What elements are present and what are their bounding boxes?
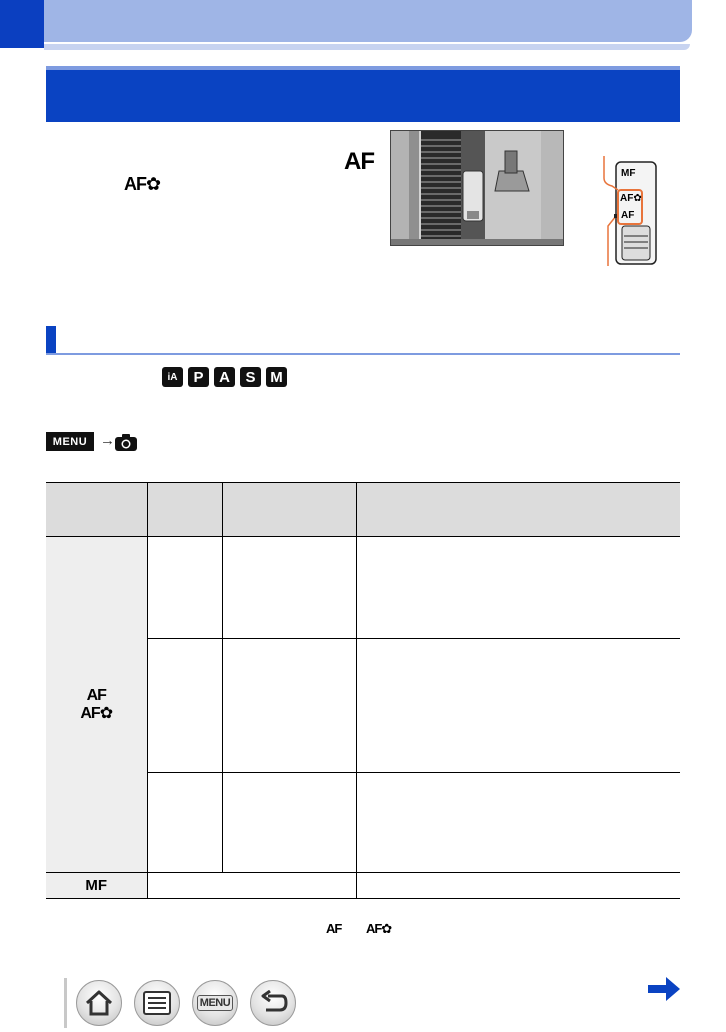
menu-button-label: MENU	[197, 995, 233, 1011]
table-cell	[147, 537, 222, 639]
af-macro-glyph: AF✿	[124, 174, 161, 194]
table-cell	[147, 873, 356, 899]
af-glyph: AF	[86, 686, 106, 704]
list-icon	[142, 990, 172, 1016]
table-cell	[222, 639, 356, 773]
table-cell	[147, 773, 222, 873]
header-band	[0, 0, 692, 42]
switch-label-af: AF	[621, 210, 635, 221]
table-header-cell	[147, 483, 222, 537]
table-header-cell	[46, 483, 147, 537]
table-cell	[356, 537, 680, 639]
mode-a-icon: A	[214, 367, 235, 387]
table-header-cell	[356, 483, 680, 537]
header-tab	[0, 0, 44, 48]
footnote-af-glyph: AF	[326, 921, 342, 936]
table-cell	[356, 639, 680, 773]
table-cell	[222, 537, 356, 639]
table-header-row	[46, 483, 680, 537]
mode-p-icon: P	[188, 367, 209, 387]
table-row	[46, 873, 680, 899]
home-button[interactable]	[76, 980, 122, 1026]
table-cell	[356, 873, 680, 899]
camera-rec-menu-icon	[114, 432, 138, 452]
camera-side-photo	[390, 130, 564, 246]
section-rule	[46, 353, 680, 355]
back-arrow-icon	[258, 990, 288, 1016]
back-button[interactable]	[250, 980, 296, 1026]
header-rule	[44, 44, 690, 50]
table-cell	[147, 639, 222, 773]
arrow-icon: →	[100, 432, 115, 449]
next-page-arrow-icon[interactable]	[646, 974, 682, 1004]
table-cell	[356, 773, 680, 873]
switch-label-afm: AF✿	[620, 193, 642, 204]
section-marker	[46, 326, 56, 354]
home-icon	[84, 989, 114, 1017]
af-macro-glyph: AF✿	[80, 704, 113, 722]
table-row	[46, 537, 680, 639]
camera-illustration	[391, 131, 563, 245]
page-title-bar	[46, 66, 680, 122]
menu-button[interactable]	[192, 980, 238, 1026]
af-mode-glyph: AF	[344, 148, 374, 175]
recording-mode-icons	[162, 367, 287, 389]
switch-label-mf: MF	[621, 168, 636, 179]
table-cell	[222, 773, 356, 873]
menu-icon: MENU	[46, 432, 94, 451]
mode-ia-icon: iA	[162, 367, 183, 387]
table-header-cell	[222, 483, 356, 537]
mf-row-head: MF	[46, 873, 147, 899]
af-row-head	[46, 537, 147, 873]
mode-s-icon: S	[240, 367, 261, 387]
nav-divider	[64, 978, 67, 1028]
contents-button[interactable]	[134, 980, 180, 1026]
mode-m-icon: M	[266, 367, 287, 387]
af-mode-table	[46, 482, 680, 899]
footnote-af-macro-glyph: AF✿	[366, 921, 392, 936]
